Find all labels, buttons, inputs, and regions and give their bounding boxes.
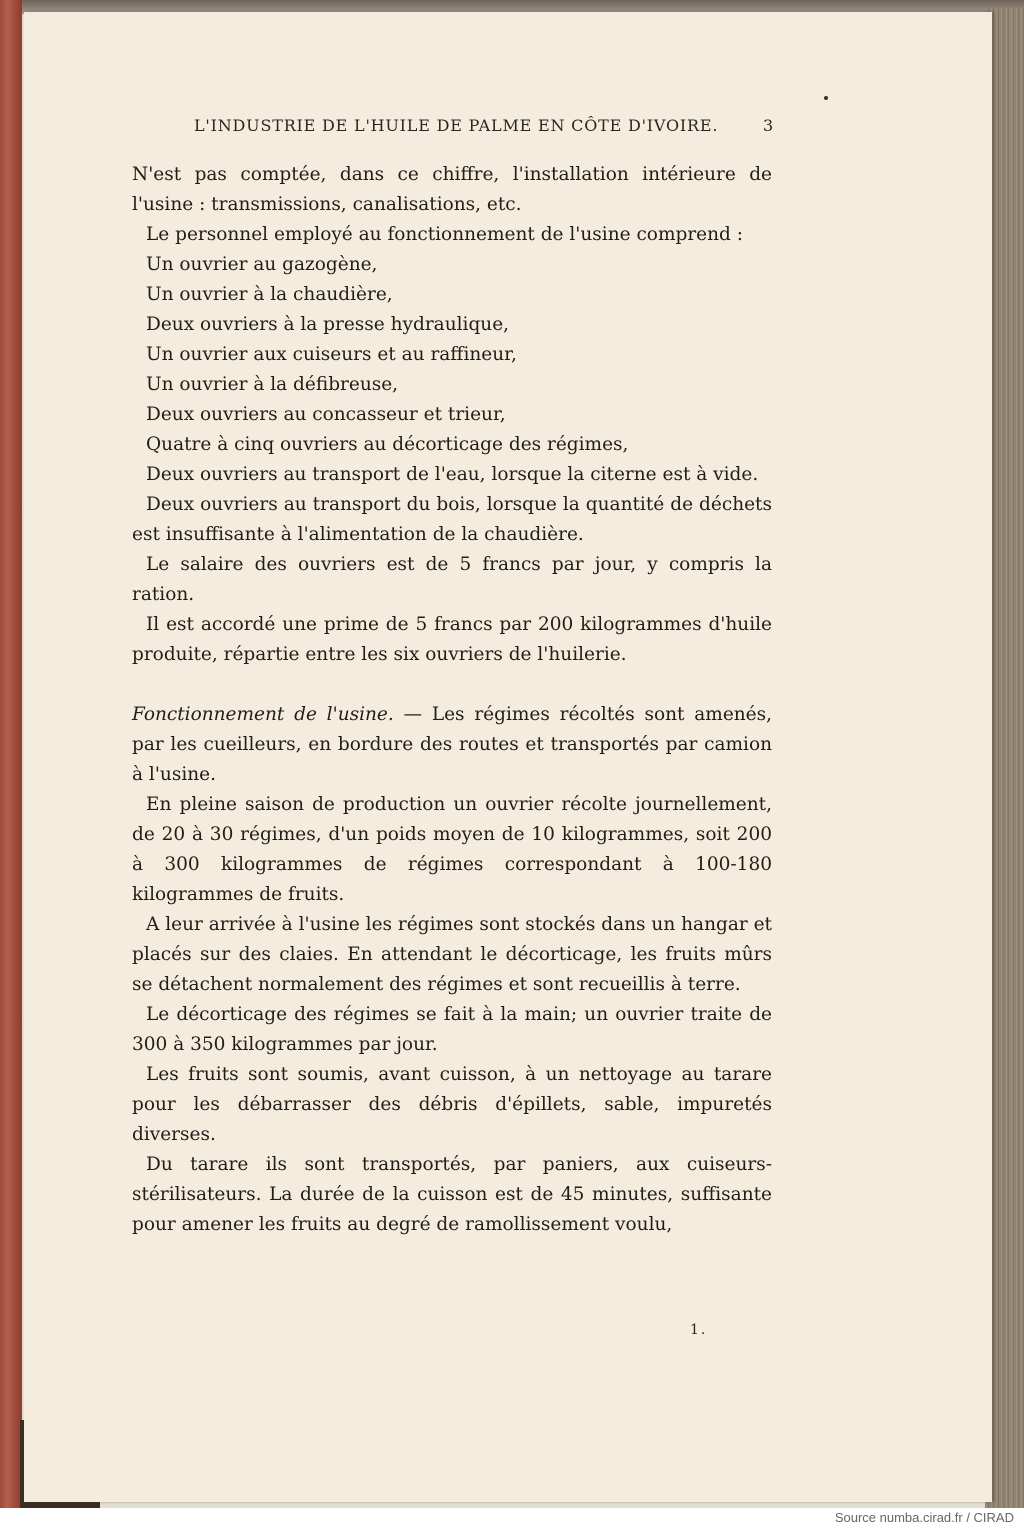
list-item: Un ouvrier à la défibreuse,: [146, 374, 399, 395]
section-text: — Les régimes récoltés sont amenés, par les cueilleurs, en bordure des routes et transportés par camion à l'usine.: [132, 704, 773, 785]
paragraph: Le décorticage des régimes se fait à la main; un ouvrier traite de 300 à 350 kilogrammes par jour.: [132, 1004, 772, 1055]
page-number: 3: [763, 116, 774, 135]
list-item: Deux ouvriers à la presse hydraulique,: [146, 314, 510, 335]
list-item: Un ouvrier au gazogène,: [146, 254, 378, 275]
running-head: [194, 116, 774, 135]
paragraph: Le personnel employé au fonctionnement de l'usine comprend :: [146, 224, 743, 245]
paragraph: Du tarare ils sont transportés, par paniers, aux cuiseurs-stérilisateurs. La durée de la cuisson est de 45 minutes, suffisante pour amener les fruits au degré de ramollissement voulu,: [132, 1154, 772, 1235]
running-head-title: L'INDUSTRIE DE L'HUILE DE PALME EN CÔTE D'IVOIRE.: [194, 116, 719, 135]
source-credit: Source numba.cirad.fr / CIRAD: [834, 1510, 1014, 1525]
list-item: Un ouvrier aux cuiseurs et au raffineur,: [146, 344, 517, 365]
ink-speck: [824, 96, 828, 100]
section-title: Fonctionnement de l'usine.: [132, 704, 394, 725]
body-text: [132, 160, 772, 1240]
paragraph: Le salaire des ouvriers est de 5 francs par jour, y compris la ration.: [132, 554, 772, 605]
book-spine-edge: [0, 0, 22, 1508]
list-item: Deux ouvriers au concasseur et trieur,: [146, 404, 506, 425]
list-item: Quatre à cinq ouvriers au décorticage des régimes,: [146, 434, 629, 455]
paragraph: A leur arrivée à l'usine les régimes sont stockés dans un hangar et placés sur des claies. En attendant le décorticage, les fruits mûrs se détachent normalement des régimes et sont recueillis à terre.: [132, 914, 772, 995]
list-item: Un ouvrier à la chaudière,: [146, 284, 393, 305]
list-item: Deux ouvriers au transport de l'eau, lorsque la citerne est à vide.: [146, 464, 759, 485]
signature-mark: 1.: [690, 1322, 708, 1338]
paragraph: Deux ouvriers au transport du bois, lorsque la quantité de déchets est insuffisante à l'alimentation de la chaudière.: [132, 494, 772, 545]
paragraph: En pleine saison de production un ouvrier récolte journellement, de 20 à 30 régimes, d'un poids moyen de 10 kilogrammes, soit 200 à 300 kilogrammes de régimes correspondant à 100-180 kilogrammes de fruits.: [132, 794, 772, 905]
paragraph: N'est pas comptée, dans ce chiffre, l'installation intérieure de l'usine : transmissions, canalisations, etc.: [132, 164, 772, 215]
section-paragraph: [132, 700, 772, 790]
paragraph: Les fruits sont soumis, avant cuisson, à un nettoyage au tarare pour les débarrasser des débris d'épillets, sable, impuretés diverses.: [132, 1064, 772, 1145]
paragraph: Il est accordé une prime de 5 francs par 200 kilogrammes d'huile produite, répartie entre les six ouvriers de l'huilerie.: [132, 614, 772, 665]
section-gap: [132, 670, 772, 700]
